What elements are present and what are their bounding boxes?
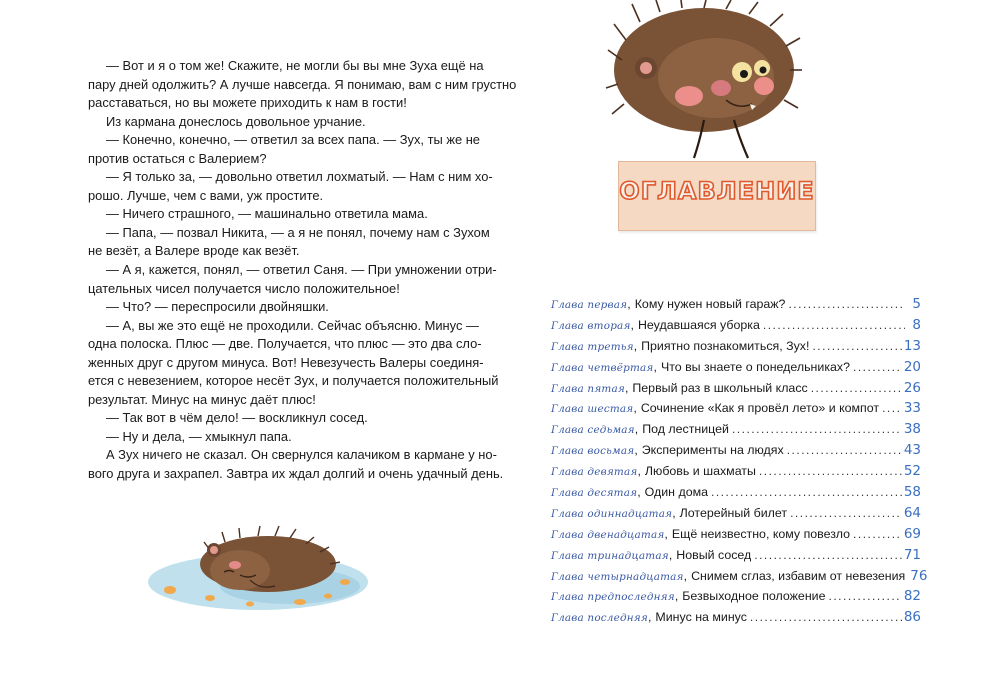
toc-page-number: 38 xyxy=(903,421,921,438)
toc-page-number: 33 xyxy=(903,400,921,417)
toc-page-number: 20 xyxy=(903,358,921,375)
toc-entry[interactable]: Глава первая , Кому нужен новый гараж? ..... 5 xyxy=(551,296,921,317)
story-line: — Конечно, конечно, — ответил за всех папа. — Зух, ты же не xyxy=(106,132,480,148)
toc-chapter-label: Глава вторая xyxy=(551,319,631,332)
toc-chapter-label: Глава четвёртая xyxy=(551,361,654,374)
toc-chapter-title: Ещё неизвестно, кому повезло xyxy=(671,526,851,541)
toc-leader-dots xyxy=(732,422,902,436)
toc-entry[interactable]: Глава четвёртая , Что вы знаете о понедельниках? ..... 20 xyxy=(551,359,921,380)
toc-chapter-title: Эксперименты на людях xyxy=(641,443,784,458)
toc-chapter-title: Неудавшаяся уборка xyxy=(637,317,760,332)
toc-chapter-label: Глава шестая xyxy=(551,403,634,416)
story-line: одна полоска. Плюс — две. Получается, что плюс — это два сло- xyxy=(88,336,482,352)
table-of-contents xyxy=(551,296,928,630)
toc-entry[interactable]: Глава пятая , Первый раз в школьный класс ..... 26 xyxy=(551,380,921,401)
toc-page-number: 8 xyxy=(912,316,921,333)
toc-chapter-label: Глава четырнадцатая xyxy=(551,570,684,583)
toc-entry[interactable]: Глава четырнадцатая , Снимем сглаз, избавим от невезения 76 xyxy=(551,567,928,584)
toc-chapter-title: Любовь и шахматы xyxy=(644,464,756,479)
toc-leader-dots xyxy=(763,318,905,332)
toc-entry[interactable]: Глава девятая , Любовь и шахматы ..... 52 xyxy=(551,463,921,484)
toc-page-number: 13 xyxy=(903,337,921,354)
toc-page-number: 69 xyxy=(903,525,921,542)
toc-chapter-title: Минус на минус xyxy=(655,610,747,625)
story-line: — Вот и я о том же! Скажите, не могли бы вы мне Зуха ещё на xyxy=(106,58,484,73)
story-line: — Что? — переспросили двойняшки. xyxy=(106,299,329,315)
toc-chapter-label: Глава пятая xyxy=(551,382,625,395)
story-line: результат. Минус на минус даёт плюс! xyxy=(88,391,316,407)
toc-chapter-title: Приятно познакомиться, Зух! xyxy=(641,338,810,353)
toc-leader-dots xyxy=(853,527,902,541)
toc-chapter-title: Один дома xyxy=(644,485,708,500)
hedgehog-illustration xyxy=(604,0,804,160)
toc-page-number: 86 xyxy=(903,609,921,626)
toc-page-number: 82 xyxy=(903,588,921,605)
toc-page-number: 26 xyxy=(903,379,921,396)
toc-entry[interactable]: Глава предпоследняя , Безвыходное положение ..... 82 xyxy=(551,588,921,609)
story-line: А Зух ничего не сказал. Он свернулся калачиком в кармане у но- xyxy=(106,447,497,463)
toc-page-number: 5 xyxy=(912,296,921,312)
story-line: — Я только за, — довольно ответил лохматый. — Нам с ним хо- xyxy=(106,169,493,185)
toc-leader-dots xyxy=(853,360,902,374)
toc-leader-dots xyxy=(790,506,902,520)
toc-chapter-label: Глава седьмая xyxy=(551,424,635,437)
toc-chapter-label: Глава двенадцатая xyxy=(551,528,665,541)
story-line: ется с невезением, которое несёт Зух, и получается положительный xyxy=(88,373,499,389)
story-line: расставаться, но вы можете приходить к нам в гости! xyxy=(88,95,407,111)
toc-entry[interactable]: Глава одиннадцатая , Лотерейный билет ..... 64 xyxy=(551,505,921,526)
toc-leader-dots xyxy=(812,339,901,353)
toc-chapter-title: Первый раз в школьный класс xyxy=(632,380,808,395)
story-line: не везёт, а Валере вроде как везёт. xyxy=(88,243,300,259)
toc-chapter-title: Под лестницей xyxy=(642,422,729,437)
toc-chapter-label: Глава первая xyxy=(551,299,628,311)
toc-entry[interactable]: Глава двенадцатая , Ещё неизвестно, кому повезло ..... 69 xyxy=(551,526,921,547)
toc-chapter-label: Глава одиннадцатая xyxy=(551,507,673,520)
toc-chapter-label: Глава третья xyxy=(551,340,634,353)
toc-chapter-title: Лотерейный билет xyxy=(679,505,788,520)
toc-chapter-label: Глава тринадцатая xyxy=(551,549,669,562)
story-line: — Так вот в чём дело! — воскликнул сосед. xyxy=(106,410,368,426)
toc-page-number: 58 xyxy=(903,484,921,501)
toc-leader-dots xyxy=(759,464,902,478)
story-line: Из кармана донеслось довольное урчание. xyxy=(106,113,366,129)
toc-leader-dots xyxy=(811,381,902,395)
toc-chapter-title: Снимем сглаз, избавим от невезения xyxy=(691,568,906,583)
toc-chapter-title: Новый сосед xyxy=(676,547,752,562)
story-line: — А, вы же это ещё не проходили. Сейчас объясню. Минус — xyxy=(106,317,479,333)
toc-leader-dots xyxy=(711,485,902,499)
toc-page-number: 43 xyxy=(903,442,921,459)
toc-leader-dots xyxy=(828,589,901,603)
toc-heading: ОГЛАВЛЕНИЕ xyxy=(619,177,815,205)
toc-entry[interactable]: Глава шестая , Сочинение «Как я провёл лето» и компот ..... 33 xyxy=(551,400,921,421)
story-text xyxy=(88,57,517,484)
toc-chapter-title: Сочинение «Как я провёл лето» и компот xyxy=(640,401,880,416)
toc-entry[interactable]: Глава десятая , Один дома ..... 58 xyxy=(551,484,921,505)
toc-leader-dots xyxy=(788,297,905,311)
toc-leader-dots xyxy=(754,548,902,562)
toc-heading-sign xyxy=(618,161,816,231)
toc-chapter-label: Глава десятая xyxy=(551,487,638,500)
toc-chapter-label: Глава восьмая xyxy=(551,445,635,458)
toc-entry[interactable]: Глава седьмая , Под лестницей ..... 38 xyxy=(551,421,921,442)
toc-chapter-title: Что вы знаете о понедельниках? xyxy=(660,359,850,374)
toc-entry[interactable]: Глава тринадцатая , Новый сосед ..... 71 xyxy=(551,547,921,568)
story-line: — Ну и дела, — хмыкнул папа. xyxy=(106,428,292,444)
toc-entry[interactable]: Глава третья , Приятно познакомиться, Зух! ..... 13 xyxy=(551,338,921,359)
story-line: против остаться с Валерием? xyxy=(88,150,267,166)
story-line: вого друга и захрапел. Завтра их ждал долгий и очень удачный день. xyxy=(88,466,504,482)
toc-leader-dots xyxy=(787,443,902,457)
story-line: — Ничего страшного, — машинально ответила мама. xyxy=(106,206,428,222)
story-line: рошо. Лучше, чем с вами, уж простите. xyxy=(88,187,324,203)
toc-page-number: 64 xyxy=(903,504,921,521)
toc-leader-dots xyxy=(882,401,902,415)
story-line: пару дней одолжить? А лучше навсегда. Я понимаю, вам с ним грустно xyxy=(88,76,517,92)
toc-leader-dots xyxy=(750,610,902,624)
toc-chapter-title: Безвыходное положение xyxy=(682,589,826,604)
story-line: — Папа, — позвал Никита, — а я не понял, почему нам с Зухом xyxy=(106,224,490,240)
toc-entry[interactable]: Глава восьмая , Эксперименты на людях ..... 43 xyxy=(551,442,921,463)
toc-entry[interactable]: Глава последняя , Минус на минус ..... 86 xyxy=(551,609,921,630)
toc-chapter-label: Глава последняя xyxy=(551,612,648,625)
toc-entry[interactable]: Глава вторая , Неудавшаяся уборка ..... 8 xyxy=(551,317,921,338)
story-line: — А я, кажется, понял, — ответил Саня. — При умножении отри- xyxy=(106,262,497,278)
toc-chapter-title: Кому нужен новый гараж? xyxy=(634,297,786,311)
sleeping-hedgehog-illustration xyxy=(140,520,370,620)
toc-chapter-label: Глава предпоследняя xyxy=(551,591,675,604)
toc-chapter-label: Глава девятая xyxy=(551,466,638,479)
story-line: цательных чисел получается число положительное! xyxy=(88,280,400,296)
toc-page-number: 76 xyxy=(910,567,928,584)
story-line: женных друг с другом минуса. Вот! Невезучесть Валеры соединя- xyxy=(88,354,484,370)
toc-page-number: 52 xyxy=(903,463,921,480)
toc-page-number: 71 xyxy=(903,546,921,563)
